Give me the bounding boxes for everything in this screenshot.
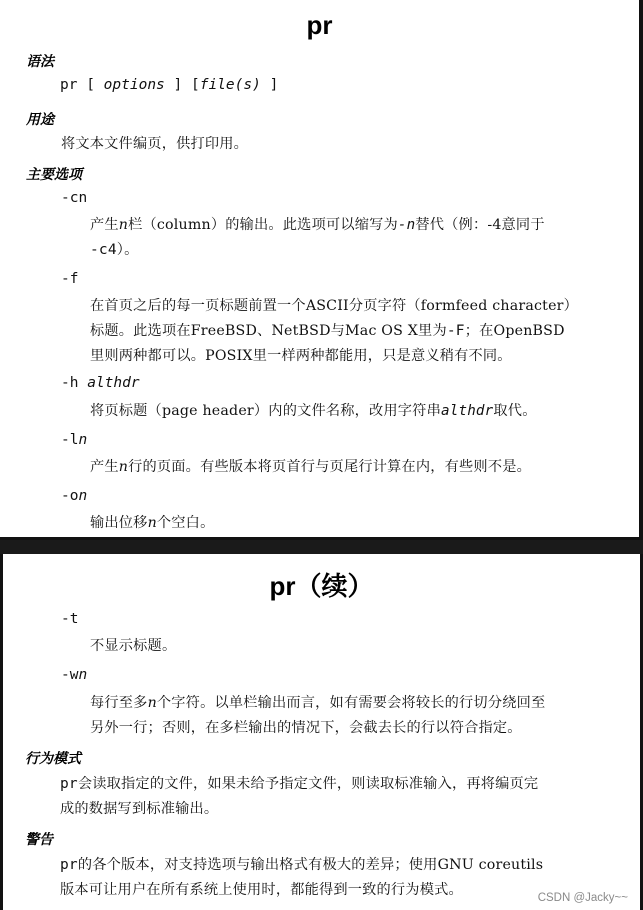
options-heading: 主要选项: [26, 167, 82, 183]
syntax-heading: 语法: [26, 54, 54, 70]
text-run: ；在OpenBSD: [464, 323, 565, 339]
text-run: 将页标题（page header）内的文件名称，改用字符串: [90, 403, 441, 419]
csdn-watermark: CSDN @Jacky~~: [537, 892, 628, 904]
syntax-bracket: ]: [269, 77, 279, 93]
warning-line1: [60, 854, 543, 874]
text-run: 产生: [90, 217, 119, 233]
option-wn-desc-line1: [90, 692, 545, 712]
behavior-heading: 行为模式: [25, 751, 81, 767]
flag-text: -w: [61, 667, 79, 683]
code-run: pr: [60, 857, 78, 873]
option-on-desc-line1: [90, 512, 214, 532]
option-f-desc-line1: 在首页之后的每一页标题前置一个ASCII分页字符（formfeed character）: [90, 298, 579, 314]
text-run: 的各个版本，对支持选项与输出格式有极大的差异；使用GNU coreutils: [77, 857, 544, 873]
text-run: 每行至多: [90, 695, 148, 711]
option-t-desc-line1: 不显示标题。: [90, 638, 177, 654]
text-run: 产生: [90, 459, 119, 475]
syntax-options: options: [103, 77, 165, 93]
text-run: 取代。: [493, 403, 537, 419]
syntax-bracket: [: [190, 77, 200, 93]
code-run: -F: [446, 323, 465, 339]
text-run: n: [147, 515, 157, 531]
purpose-text: 将文本文件编页，供打印用。: [61, 136, 249, 152]
flag-text: -h: [61, 375, 79, 391]
page-title-continued: pr（续）: [269, 571, 374, 601]
flag-text: -o: [61, 488, 79, 504]
warning-heading: 警告: [25, 832, 53, 848]
syntax-files: file(s): [199, 77, 261, 93]
option-ln-flag: [61, 432, 87, 448]
option-f-desc-line2: [90, 320, 565, 340]
option-ln-desc-line1: [90, 456, 531, 476]
option-wn-flag: [61, 667, 87, 683]
code-run: althdr: [440, 403, 494, 419]
flag-arg: althdr: [87, 375, 140, 391]
flag-text: -l: [61, 432, 79, 448]
option-cn-flag: -cn: [61, 190, 88, 206]
text-run: n: [118, 459, 129, 475]
option-h-desc-line1: [90, 400, 537, 420]
option-on-flag: [61, 488, 87, 504]
warning-line2: 版本可让用户在所有系统上使用时，都能得到一致的行为模式。: [60, 882, 463, 898]
text-run: 输出位移: [90, 515, 148, 531]
syntax-bracket: [: [86, 77, 95, 93]
option-f-desc-line3: 里则两种都可以。POSIX里一样两种都能用，只是意义稍有不同。: [90, 348, 512, 364]
option-wn-desc-line2: 另外一行；否则，在多栏输出的情况下，会截去长的行以符合指定。: [90, 720, 522, 736]
option-cn-desc-line1: [90, 214, 545, 234]
code-run: -n: [397, 217, 416, 233]
option-t-flag: -t: [61, 611, 79, 627]
text-run: 标题。此选项在FreeBSD、NetBSD与Mac OS X里为: [90, 323, 447, 339]
text-run: 替代（例：-4意同于: [415, 217, 545, 233]
text-run: 行的页面。有些版本将页首行与页尾行计算在内，有些则不是。: [128, 459, 531, 475]
text-run: 栏（column）的输出。此选项可以缩写为: [128, 217, 398, 233]
text-run: n: [118, 217, 129, 233]
text-run: n: [147, 695, 157, 711]
syntax-bracket: ]: [173, 77, 183, 93]
option-cn-desc-line2: [90, 239, 138, 259]
text-run: 个字符。以单栏输出而言，如有需要会将较长的行切分绕回至: [156, 695, 546, 711]
text-run: ）。: [116, 242, 139, 258]
purpose-heading: 用途: [26, 112, 54, 128]
page-title: pr: [306, 10, 333, 40]
text-run: 个空白。: [156, 515, 215, 531]
option-f-flag: -f: [61, 271, 79, 287]
flag-arg: n: [78, 488, 88, 504]
page-two: [0, 554, 643, 910]
behavior-line1: [60, 773, 538, 793]
code-run: pr: [60, 776, 78, 792]
option-h-flag: [61, 375, 140, 391]
syntax-line: [60, 77, 278, 93]
code-run: -c4: [90, 242, 117, 258]
behavior-line2: 成的数据写到标准输出。: [60, 801, 219, 817]
flag-arg: n: [78, 667, 88, 683]
text-run: 会读取指定的文件，如果未给予指定文件，则读取标准输入，再将编页完: [77, 776, 539, 792]
syntax-command: pr: [60, 77, 78, 93]
page-separator: [0, 540, 643, 554]
flag-arg: n: [78, 432, 88, 448]
